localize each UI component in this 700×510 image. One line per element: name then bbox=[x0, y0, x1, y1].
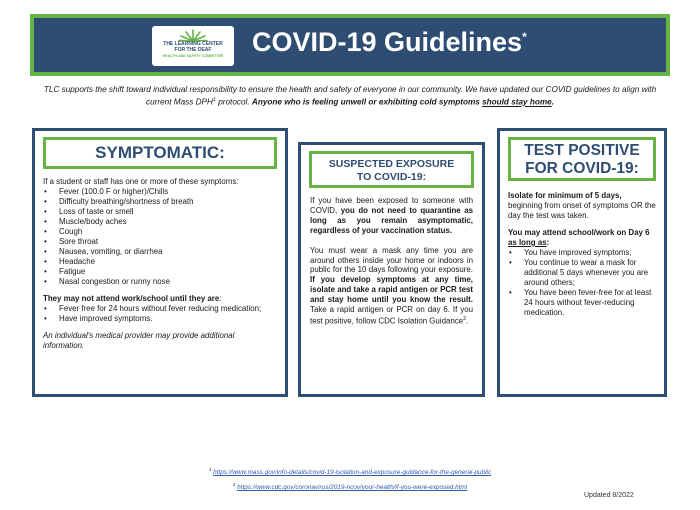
footnote-1 bbox=[0, 467, 700, 476]
list-item: • Difficulty breathing/shortness of breath bbox=[43, 197, 277, 207]
positive-p1-bold: Isolate for minimum of 5 days, bbox=[508, 191, 622, 200]
positive-paragraph-2 bbox=[508, 228, 656, 248]
intro-end: . bbox=[551, 97, 554, 107]
positive-p2-text: You may attend school/work on Day 6 bbox=[508, 228, 650, 237]
exposure-card bbox=[298, 142, 485, 397]
title-footnote-mark: * bbox=[522, 30, 527, 44]
symptomatic-body bbox=[35, 169, 285, 351]
return-conditions bbox=[508, 248, 656, 318]
page-title-text: COVID-19 Guidelines bbox=[252, 27, 523, 57]
exposure-paragraph-1 bbox=[310, 196, 473, 236]
header-inner bbox=[34, 18, 666, 72]
exposure-p1-text: If you have been exposed to someone with COVID, bbox=[310, 196, 473, 215]
provider-note: An individual's medical provider may provide additional information. bbox=[43, 331, 235, 350]
symptomatic-card bbox=[32, 128, 288, 397]
exposure-p2-rest: Take a rapid antigen or PCR on day 6. If you test positive, follow CDC Isolation Guidance bbox=[310, 305, 473, 326]
positive-card bbox=[497, 128, 667, 397]
list-item: • You have improved symptoms; bbox=[508, 248, 656, 258]
list-item: • Sore throat bbox=[43, 237, 277, 247]
positive-heading-line2: FOR COVID-19: bbox=[525, 160, 639, 177]
list-item: • Muscle/body aches bbox=[43, 217, 277, 227]
intro-text-2: protocol. bbox=[215, 97, 252, 107]
header-banner bbox=[30, 14, 670, 76]
footnote-1-mark: 1 bbox=[208, 467, 212, 472]
list-item: • Cough bbox=[43, 227, 277, 237]
exposure-p2-bold: If you develop symptoms at any time, isolate and take a rapid antigen or PCR test and stay home until you know the result. bbox=[310, 275, 473, 305]
attendance-heading-colon: : bbox=[219, 294, 222, 303]
sunburst-logo-icon bbox=[176, 28, 210, 42]
positive-p2-underline: as long as bbox=[508, 238, 547, 247]
list-item: • Have improved symptoms. bbox=[43, 314, 277, 324]
intro-bold-text: Anyone who is feeling unwell or exhibiting cold symptoms bbox=[251, 97, 483, 107]
positive-p1-text: beginning from onset of symptoms OR the day the test was taken. bbox=[508, 201, 656, 220]
attendance-heading bbox=[43, 294, 277, 304]
exposure-footnote-mark: 2 bbox=[463, 315, 467, 322]
exposure-p2-end: . bbox=[466, 316, 469, 326]
footnote-2-mark: 2 bbox=[232, 482, 236, 487]
mass-dph-link[interactable]: https://www.mass.gov/info-details/covid-19-isolation-and-exposure-guidance-for-the-general-public bbox=[213, 469, 492, 477]
intro-paragraph bbox=[40, 84, 660, 108]
symptomatic-heading: SYMPTOMATIC: bbox=[43, 137, 277, 169]
list-item: • Fever (100.0 F or higher)/Chills bbox=[43, 187, 277, 197]
list-item: • Loss of taste or smell bbox=[43, 207, 277, 217]
cdc-link[interactable]: https://www.cdc.gov/coronavirus/2019-ncov/your-health/if-you-were-exposed.html bbox=[237, 484, 468, 492]
list-item: • Headache bbox=[43, 257, 277, 267]
list-item: • Fatigue bbox=[43, 267, 277, 277]
intro-text-1: TLC supports the shift toward individual responsibility to ensure the health and safety of everyone in our community. We have updated our COVID guidelines to align with current Mass DPH bbox=[43, 85, 657, 107]
school-logo bbox=[152, 26, 234, 66]
symptom-list bbox=[43, 187, 277, 287]
logo-subtitle: HEALTH AND SAFETY COMMITTEE bbox=[162, 54, 224, 58]
list-item: • You continue to wear a mask for additional 5 days whenever you are around others; bbox=[508, 258, 656, 288]
attendance-heading-text: They may not attend work/school until they are bbox=[43, 294, 220, 303]
intro-stay-home: should stay home bbox=[482, 97, 552, 107]
page-title bbox=[252, 27, 527, 58]
exposure-body bbox=[301, 188, 482, 327]
positive-body bbox=[500, 181, 664, 318]
exposure-heading bbox=[309, 151, 474, 188]
positive-heading-line1: TEST POSITIVE bbox=[524, 142, 640, 159]
positive-p2-end: : bbox=[546, 238, 550, 247]
exposure-p2-text: You must wear a mask any time you are around others inside your home or indoors in public for the 10 days following your exposure. bbox=[310, 245, 473, 275]
exposure-p1-bold: you do not need to quarantine as long as you remain asymptomatic, regardless of your vaccination status. bbox=[310, 205, 473, 235]
positive-paragraph-1 bbox=[508, 191, 656, 221]
exposure-heading-line1: SUSPECTED EXPOSURE bbox=[328, 158, 455, 170]
logo-name-line1: THE LEARNING CENTER bbox=[163, 41, 223, 47]
updated-date: Updated 8/2022 bbox=[584, 492, 634, 499]
positive-heading bbox=[508, 137, 656, 181]
symptomatic-lead: If a student or staff has one or more of these symptoms: bbox=[43, 177, 239, 186]
list-item: • Nausea, vomiting, or diarrhea bbox=[43, 247, 277, 257]
intro-footnote-mark: 1 bbox=[212, 97, 216, 103]
exposure-heading-line2: TO COVID-19: bbox=[356, 171, 427, 183]
footnote-2 bbox=[0, 482, 700, 491]
list-item: • You have been fever-free for at least 24 hours without fever-reducing medication. bbox=[508, 288, 656, 318]
list-item: • Fever free for 24 hours without fever reducing medication; bbox=[43, 304, 277, 314]
attendance-conditions bbox=[43, 304, 277, 324]
exposure-paragraph-2 bbox=[310, 246, 473, 327]
list-item: • Nasal congestion or runny nose bbox=[43, 277, 277, 287]
logo-name-line2: FOR THE DEAF bbox=[174, 46, 212, 53]
